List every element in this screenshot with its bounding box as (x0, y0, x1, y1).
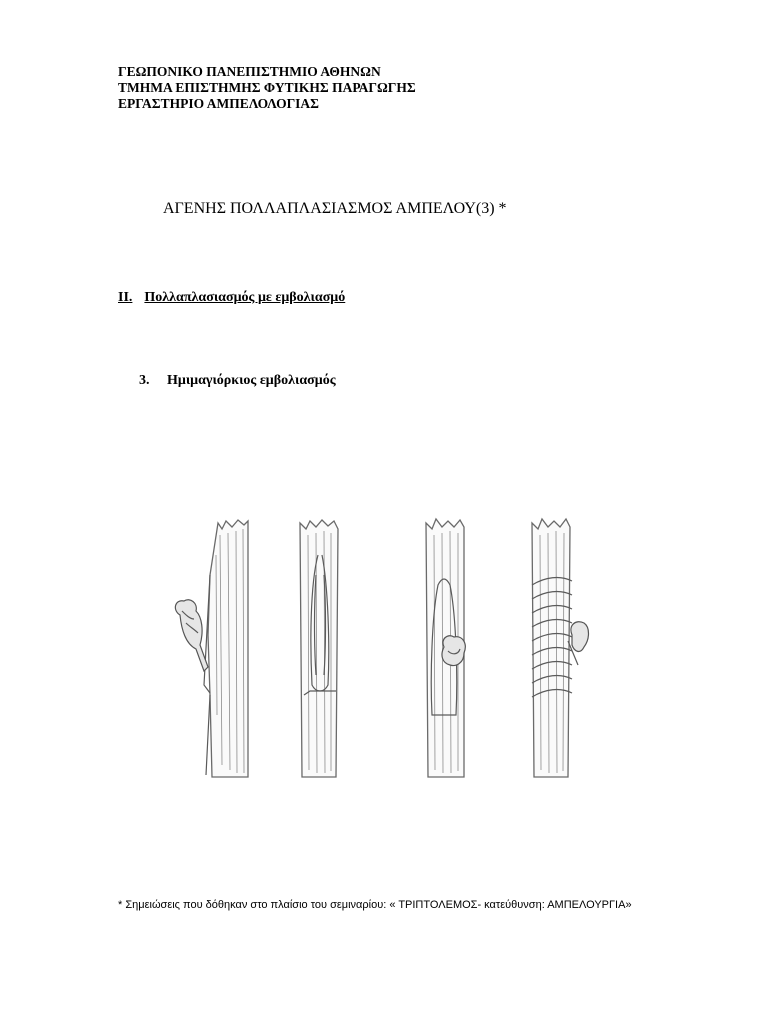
university-name: ΓΕΩΠΟΝΙΚΟ ΠΑΝΕΠΙΣΤΗΜΙΟ ΑΘΗΝΩΝ (118, 64, 381, 79)
laboratory-name: ΕΡΓΑΣΤΗΡΙΟ ΑΜΠΕΛΟΛΟΓΙΑΣ (118, 96, 319, 111)
subsection-number: 3. (139, 373, 150, 388)
subsection-heading (139, 373, 336, 389)
footnote: * Σημειώσεις που δόθηκαν στο πλαίσιο του σεμιναρίου: « ΤΡΙΠΤΟΛΕΜΟΣ- κατεύθυνση: ΑΜΠΕΛΟΥΡΓΙΑ» (118, 899, 632, 911)
section-number: II. (118, 290, 133, 305)
institution-header (118, 64, 416, 112)
graft-step-1-bud-removal (175, 520, 248, 777)
section-heading (118, 290, 345, 306)
department-name: ΤΜΗΜΑ ΕΠΙΣΤΗΜΗΣ ΦΥΤΙΚΗΣ ΠΑΡΑΓΩΓΗΣ (118, 80, 416, 95)
graft-step-4-tied (532, 519, 589, 777)
subsection-label: Ημιμαγιόρκιος εμβολιασμός (167, 373, 336, 388)
graft-step-2-cut-stock (300, 520, 338, 777)
graft-step-3-bud-inserted (426, 519, 465, 777)
grafting-illustration (160, 515, 620, 835)
document-title: ΑΓΕΝΗΣ ΠΟΛΛΑΠΛΑΣΙΑΣΜΟΣ ΑΜΠΕΛΟΥ(3) * (163, 200, 507, 217)
section-label: Πολλαπλασιασμός με εμβολιασμό (144, 290, 346, 305)
